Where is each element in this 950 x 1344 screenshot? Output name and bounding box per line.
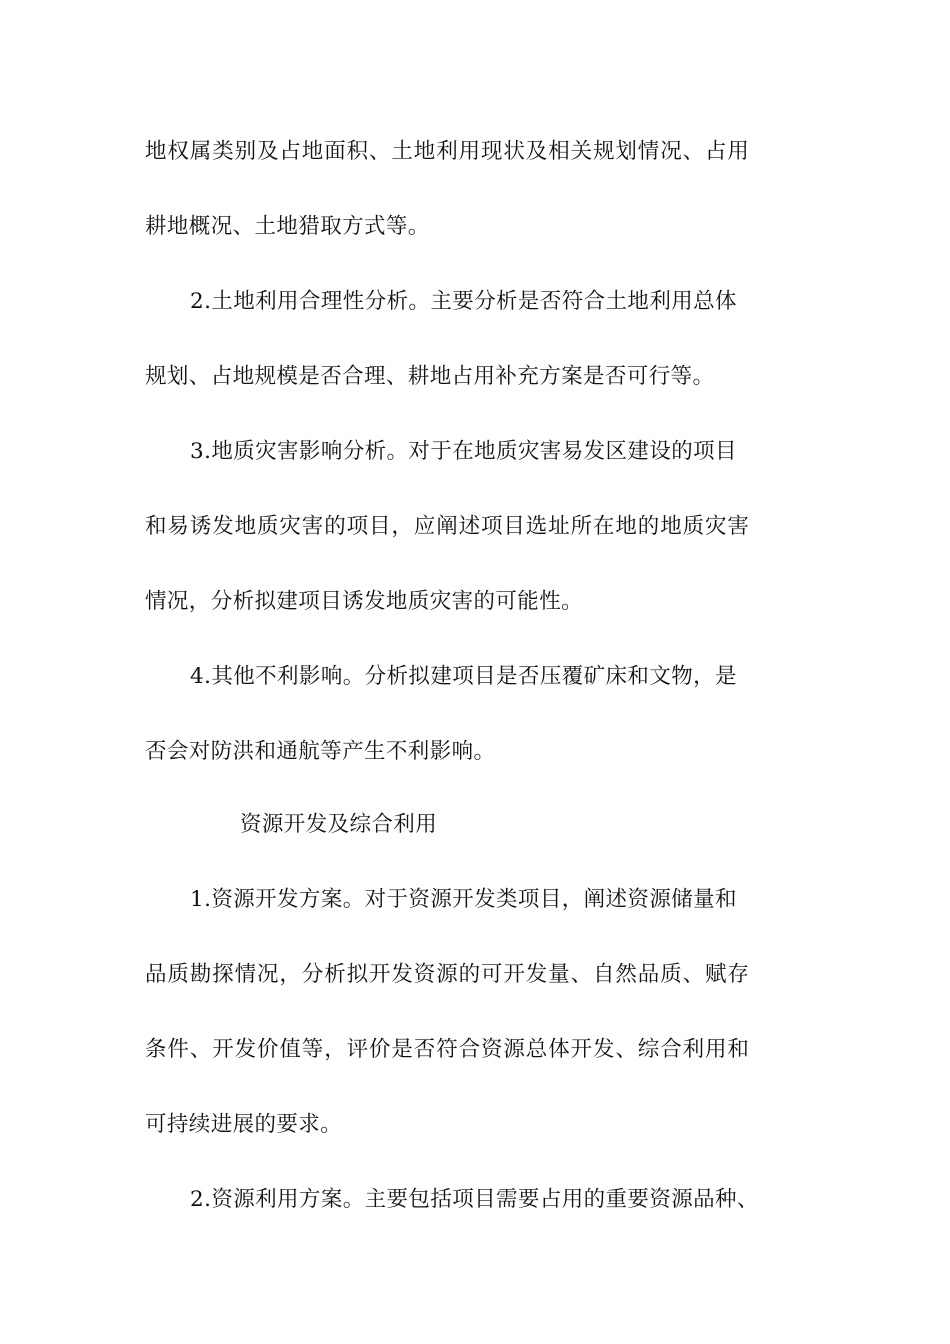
- paragraph-line: 否会对防洪和通航等产生不利影响。: [145, 739, 496, 764]
- paragraph-line: 1.资源开发方案。对于资源开发类项目，阐述资源储量和: [190, 887, 737, 912]
- paragraph-line: 2.土地利用合理性分析。主要分析是否符合土地利用总体: [190, 289, 737, 314]
- paragraph-line: 规划、占地规模是否合理、耕地占用补充方案是否可行等。: [145, 364, 715, 389]
- paragraph-line: 可持续进展的要求。: [145, 1112, 343, 1137]
- paragraph-line: 3.地质灾害影响分析。对于在地质灾害易发区建设的项目: [190, 439, 737, 464]
- paragraph-line: 品质勘探情况，分析拟开发资源的可开发量、自然品质、赋存: [145, 962, 750, 987]
- paragraph-line: 4.其他不利影响。分析拟建项目是否压覆矿床和文物，是: [190, 664, 737, 689]
- paragraph-line: 地权属类别及占地面积、土地利用现状及相关规划情况、占用: [145, 139, 750, 164]
- paragraph-line: 2.资源利用方案。主要包括项目需要占用的重要资源品种、: [190, 1187, 759, 1212]
- paragraph-line: 情况，分析拟建项目诱发地质灾害的可能性。: [145, 589, 584, 614]
- paragraph-line: 耕地概况、土地猎取方式等。: [145, 214, 430, 239]
- paragraph-line: 条件、开发价值等，评价是否符合资源总体开发、综合利用和: [145, 1037, 750, 1062]
- paragraph-line: 和易诱发地质灾害的项目，应阐述项目选址所在地的地质灾害: [145, 514, 750, 539]
- section-heading: 资源开发及综合利用: [240, 812, 438, 837]
